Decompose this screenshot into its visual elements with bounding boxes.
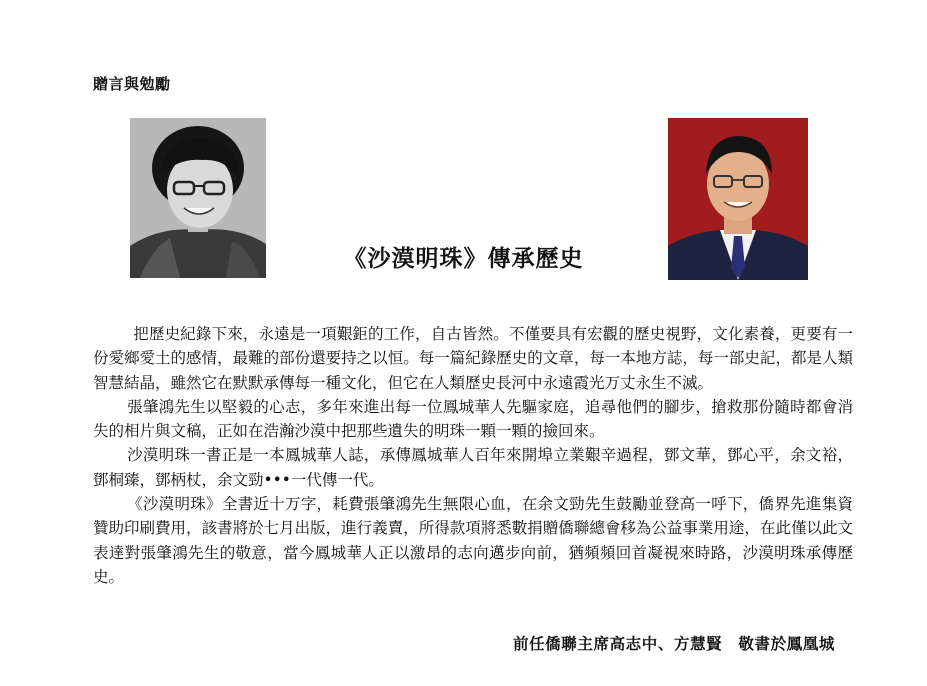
article-body xyxy=(93,322,853,589)
section-label: 贈言與勉勵 xyxy=(93,75,171,93)
paragraph: 把歷史紀錄下來，永遠是一項艱鉅的工作，自古皆然。不僅要具有宏觀的歷史視野，文化素養，更要有一份愛鄉愛土的感情，最難的部份還要持之以恒。每一篇紀錄歷史的文章，每一本地方誌，每一部史記，都是人類智慧結晶，雖然它在默默承傳每一種文化，但它在人類歷史長河中永遠霞光万丈永生不滅。 xyxy=(93,325,853,392)
paragraph: 沙漠明珠一書正是一本鳳城華人誌，承傳鳳城華人百年來開埠立業艱辛過程，鄧文華，鄧心平，余文裕，鄧桐臻，鄧柄杖，余文勁•••一代傳一代。 xyxy=(93,446,853,489)
page-title: 《沙漠明珠》傳承歷史 xyxy=(343,245,584,272)
paragraph: 張肇鴻先生以堅毅的心志，多年來進出每一位鳳城華人先驅家庭，追尋他們的腳步，搶救那份隨時都會消失的相片與文稿，正如在浩瀚沙漠中把那些遺失的明珠一顆一顆的撿回來。 xyxy=(93,397,853,441)
signature: 前任僑聯主席高志中、方慧賢 敬書於鳳凰城 xyxy=(512,635,835,653)
paragraph: 《沙漠明珠》全書近十万字，耗費張肇鴻先生無限心血，在余文勁先生鼓勵並登高一呼下，僑界先進集資贊助印刷費用，該書將於七月出版，進行義賣，所得款項將悉數捐贈僑聯總會移為公益事業用途，在此僅以此文表達對張肇鴻先生的敬意，當今鳳城華人正以激昂的志向邁步向前，猶頻頻回首凝視來時路，沙漠明珠承傳歷史。 xyxy=(93,495,853,586)
